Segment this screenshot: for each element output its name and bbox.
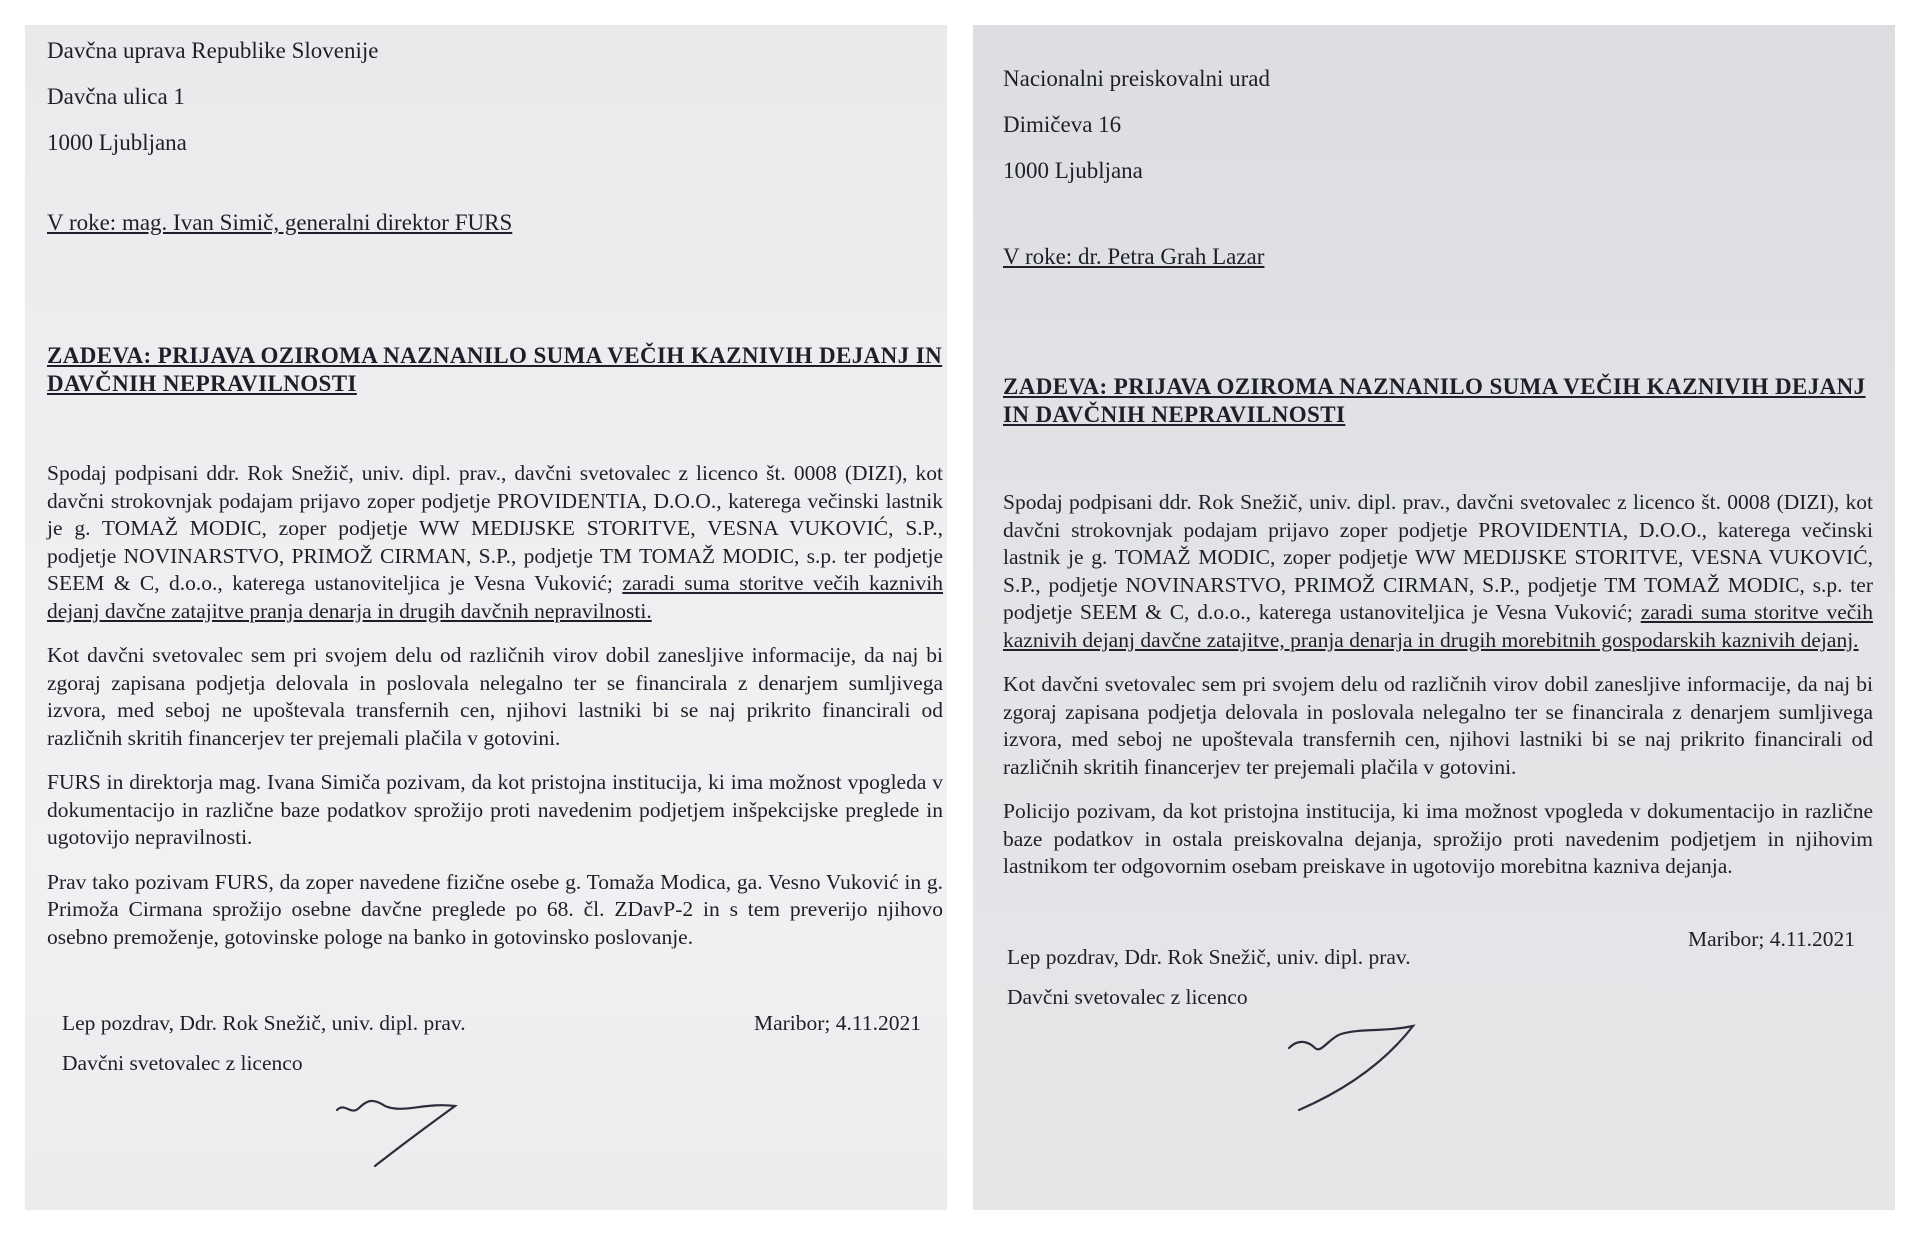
greeting: Lep pozdrav, Ddr. Rok Snežič, univ. dipl. prav. [1007,944,1411,969]
recipient-line-1: Davčna uprava Republike Slovenije [47,38,379,63]
paragraph-1-text: Spodaj podpisani ddr. Rok Snežič, univ. dipl. prav., davčni svetovalec z licenco št. 0008 (DIZI), kot davčni strokovnjak podajam prijavo zoper podjetje PROVIDENTIA, D.O.O., katerega večinski lastnik je g. TOMAŽ MODIC, zoper podjetje WW MEDIJSKE STORITVE, VESNA VUKOVIĆ, S.P., podjetje NOVINARSTVO, PRIMOŽ CIRMAN, S.P., podjetje TM TOMAŽ MODIC, s.p. ter podjetje SEEM & C, d.o.o., katerega ustanoviteljica je Vesna Vuković; [47,461,943,595]
paragraph-1 [1003,489,1873,654]
letter-to-npu [973,25,1895,1210]
paragraph-1 [47,460,943,625]
paragraph-2: Kot davčni svetovalec sem pri svojem delu od različnih virov dobil zanesljive informacije, da naj bi zgoraj zapisana podjetja delovala in poslovala nelegalno ter se financirala z denarjem sumljivega izvora, med seboj ne upoštevala transfernih cen, njihovi lastniki bi se naj prikrito financirali od različnih skritih financerjev ter prejemali plačila v gotovini. [1003,672,1873,779]
signature-right [1285,1008,1425,1118]
signature-left [333,1092,463,1172]
recipient-line-2: Davčna ulica 1 [47,84,185,109]
paragraph-3: FURS in direktorja mag. Ivana Simiča pozivam, da kot pristojna institucija, ki ima možnost vpogleda v dokumentacijo in različne baze podatkov sprožijo proti navedenim podjetjem inšpekcijske preglede in ugotovijo nepravilnosti. [47,770,943,849]
recipient-line-1: Nacionalni preiskovalni urad [1003,66,1270,91]
place-date: Maribor; 4.11.2021 [753,1011,921,1035]
closing-row [1003,925,1873,971]
subject-line: ZADEVA: PRIJAVA OZIROMA NAZNANILO SUMA VEČIH KAZNIVIH DEJANJ IN DAVČNIH NEPRAVILNOSTI [47,343,943,396]
attention-line: V roke: mag. Ivan Simič, generalni direktor FURS [47,210,513,235]
recipient-line-3: 1000 Ljubljana [1003,158,1143,183]
recipient-line-3: 1000 Ljubljana [47,130,187,155]
sender-title: Davčni svetovalec z licenco [1007,984,1248,1009]
place-date: Maribor; 4.11.2021 [1687,926,1855,951]
greeting: Lep pozdrav, Ddr. Rok Snežič, univ. dipl. prav. [62,1011,466,1035]
closing-row [47,1009,943,1037]
attention-line: V roke: dr. Petra Grah Lazar [1003,244,1265,269]
sender-title: Davčni svetovalec z licenco [62,1051,303,1075]
letter-to-furs [25,25,947,1210]
paragraph-2: Kot davčni svetovalec sem pri svojem delu od različnih virov dobil zanesljive informacije, da naj bi zgoraj zapisana podjetja delovala in poslovala nelegalno ter se financirala z denarjem sumljivega izvora, med seboj ne upoštevala transfernih cen, njihovi lastniki bi se naj prikrito financirali od različnih skritih financerjev ter prejemali plačila v gotovini. [47,643,943,750]
paragraph-3: Policijo pozivam, da kot pristojna institucija, ki ima možnost vpogleda v dokumentacijo in različne baze podatkov in ostala preiskovalna dejanja, sprožijo proti navedenim podjetjem in njihovim lastnikom ter odgovornim osebam preiskave in ugotovijo morebitna kazniva dejanja. [1003,799,1873,878]
paragraph-1-underlined: zaradi suma storitve večih kaznivih dejanj davčne zatajitve, pranja denarja in drugih morebitnih gospodarskih kaznivih dejanj. [1003,600,1873,652]
recipient-line-2: Dimičeva 16 [1003,112,1122,137]
paragraph-1-text: Spodaj podpisani ddr. Rok Snežič, univ. dipl. prav., davčni svetovalec z licenco št. 0008 (DIZI), kot davčni strokovnjak podajam prijavo zoper podjetje PROVIDENTIA, D.O.O., katerega večinski lastnik je g. TOMAŽ MODIC, zoper podjetje WW MEDIJSKE STORITVE, VESNA VUKOVIĆ, S.P., podjetje NOVINARSTVO, PRIMOŽ CIRMAN, S.P., podjetje TM TOMAŽ MODIC, s.p. ter podjetje SEEM & C, d.o.o., katerega ustanoviteljica je Vesna Vuković; [1003,490,1873,624]
paragraph-1-underlined: zaradi suma storitve večih kaznivih dejanj davčne zatajitve pranja denarja in drugih davčnih nepravilnosti. [47,571,943,623]
paragraph-4: Prav tako pozivam FURS, da zoper navedene fizične osebe g. Tomaža Modica, ga. Vesno Vuković in g. Primoža Cirmana sprožijo osebne davčne preglede po 68. čl. ZDavP-2 in s tem preverijo njihovo osebno premoženje, gotovinske pologe na banko in gotovinsko poslovanje. [47,869,943,949]
subject-line: ZADEVA: PRIJAVA OZIROMA NAZNANILO SUMA VEČIH KAZNIVIH DEJANJ IN DAVČNIH NEPRAVILNOSTI [1003,374,1866,427]
